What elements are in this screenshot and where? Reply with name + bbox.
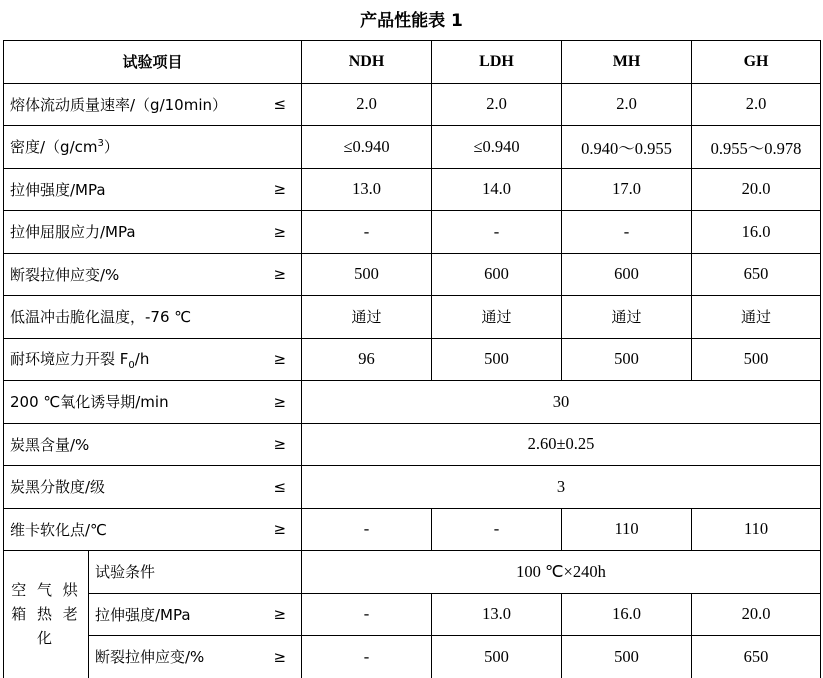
row-label-cell: [4, 338, 302, 381]
row-label-text: ）: [103, 138, 119, 157]
value-ndh: -: [302, 636, 432, 678]
row-label-cell: [4, 126, 302, 169]
value-ldh: ≤0.940: [432, 126, 562, 169]
row-label: 拉伸强度/MPa: [95, 605, 191, 624]
value-ndh: -: [302, 211, 432, 254]
value-ldh: 通过: [432, 296, 562, 339]
row-label-text: 耐环境应力开裂 F: [10, 349, 129, 368]
row-operator: ≥: [273, 520, 287, 539]
row-label-superscript: 3: [97, 138, 104, 150]
row-label-cell: [4, 381, 302, 424]
aging-group-line: 箱 热 老: [11, 605, 81, 624]
aging-group-line: 化: [36, 629, 55, 648]
row-label-cell: [4, 168, 302, 211]
row-label-text: 密度/（g/cm: [10, 138, 98, 157]
value-gh: 16.0: [692, 211, 821, 254]
row-label-cell: [4, 211, 302, 254]
table-row: [4, 338, 821, 381]
row-label-cell: [89, 593, 302, 636]
row-label-subscript: 0: [128, 359, 135, 371]
row-label-cell: [4, 423, 302, 466]
row-label: 试验条件: [95, 563, 156, 582]
table-header-row: [4, 41, 821, 84]
row-operator: ≥: [273, 435, 287, 454]
value-ldh: -: [432, 211, 562, 254]
value-ldh: -: [432, 508, 562, 551]
value-ldh: 600: [432, 253, 562, 296]
value-mh: -: [562, 211, 692, 254]
table-row: [4, 253, 821, 296]
value-gh: 20.0: [692, 168, 821, 211]
value-ldh: 2.0: [432, 83, 562, 126]
product-performance-table: [3, 40, 821, 678]
row-operator: ≥: [273, 392, 287, 411]
aging-group-line: 空 气 烘: [11, 581, 81, 600]
value-mh: 通过: [562, 296, 692, 339]
table-row: [4, 381, 821, 424]
row-operator: ≥: [273, 350, 287, 369]
header-mh: MH: [562, 41, 692, 84]
row-label-text: /h: [134, 349, 150, 368]
row-label: 维卡软化点/℃: [10, 520, 107, 539]
table-row: [4, 296, 821, 339]
table-row: [4, 211, 821, 254]
value-gh: 0.955～0.978: [692, 126, 821, 169]
value-all: 3: [302, 466, 821, 509]
row-label-cell: [4, 296, 302, 339]
aging-conditions-value: 100 ℃×240h: [302, 551, 821, 594]
row-label-cell: [89, 551, 302, 594]
value-mh: 500: [562, 636, 692, 678]
value-gh: 650: [692, 253, 821, 296]
row-label: [10, 348, 149, 371]
header-gh: GH: [692, 41, 821, 84]
value-mh: 600: [562, 253, 692, 296]
row-label: 200 ℃氧化诱导期/min: [10, 393, 169, 412]
row-label-cell: [4, 466, 302, 509]
table-row: [4, 423, 821, 466]
table-row: [4, 551, 821, 594]
value-ndh: ≤0.940: [302, 126, 432, 169]
value-mh: 110: [562, 508, 692, 551]
value-ndh: 500: [302, 253, 432, 296]
value-ldh: 14.0: [432, 168, 562, 211]
row-operator: ≥: [273, 605, 287, 624]
value-ndh: -: [302, 508, 432, 551]
row-label: 炭黑分散度/级: [10, 478, 106, 497]
value-ndh: -: [302, 593, 432, 636]
value-ndh: 通过: [302, 296, 432, 339]
row-label: 断裂拉伸应变/%: [10, 265, 120, 284]
value-ldh: 13.0: [432, 593, 562, 636]
table-row: [4, 636, 821, 678]
value-mh: 2.0: [562, 83, 692, 126]
row-operator: ≥: [273, 222, 287, 241]
value-all: 2.60±0.25: [302, 423, 821, 466]
value-ndh: 2.0: [302, 83, 432, 126]
row-label-cell: [4, 83, 302, 126]
row-label: 拉伸强度/MPa: [10, 180, 106, 199]
row-label: 断裂拉伸应变/%: [95, 648, 205, 667]
value-mh: 17.0: [562, 168, 692, 211]
value-mh: 16.0: [562, 593, 692, 636]
value-ldh: 500: [432, 338, 562, 381]
row-operator: ≥: [273, 647, 287, 666]
header-ndh: NDH: [302, 41, 432, 84]
header-ldh: LDH: [432, 41, 562, 84]
value-gh: 20.0: [692, 593, 821, 636]
row-label: 炭黑含量/%: [10, 435, 90, 454]
value-all: 30: [302, 381, 821, 424]
table-row: [4, 508, 821, 551]
row-label: [10, 136, 119, 157]
value-mh: 500: [562, 338, 692, 381]
row-operator: ≤: [273, 95, 287, 114]
value-ldh: 500: [432, 636, 562, 678]
value-gh: 500: [692, 338, 821, 381]
value-ndh: 96: [302, 338, 432, 381]
row-operator: ≥: [273, 265, 287, 284]
value-ndh: 13.0: [302, 168, 432, 211]
row-label-cell: [4, 253, 302, 296]
row-label: 低温冲击脆化温度，-76 ℃: [10, 308, 192, 327]
value-gh: 650: [692, 636, 821, 678]
table-row: [4, 168, 821, 211]
table-title: 产品性能表 1: [360, 11, 463, 31]
value-mh: 0.940～0.955: [562, 126, 692, 169]
table-row: [4, 593, 821, 636]
row-operator: ≥: [273, 180, 287, 199]
row-label-cell: [89, 636, 302, 678]
value-gh: 通过: [692, 296, 821, 339]
table-row: [4, 126, 821, 169]
value-gh: 110: [692, 508, 821, 551]
row-operator: ≤: [273, 477, 287, 496]
row-label: 拉伸屈服应力/MPa: [10, 223, 136, 242]
value-gh: 2.0: [692, 83, 821, 126]
row-label-cell: [4, 508, 302, 551]
table-row: [4, 83, 821, 126]
table-row: [4, 466, 821, 509]
header-item: 试验项目: [4, 41, 302, 84]
row-label: 熔体流动质量速率/（g/10min）: [10, 95, 228, 114]
aging-group-label: [4, 551, 89, 678]
